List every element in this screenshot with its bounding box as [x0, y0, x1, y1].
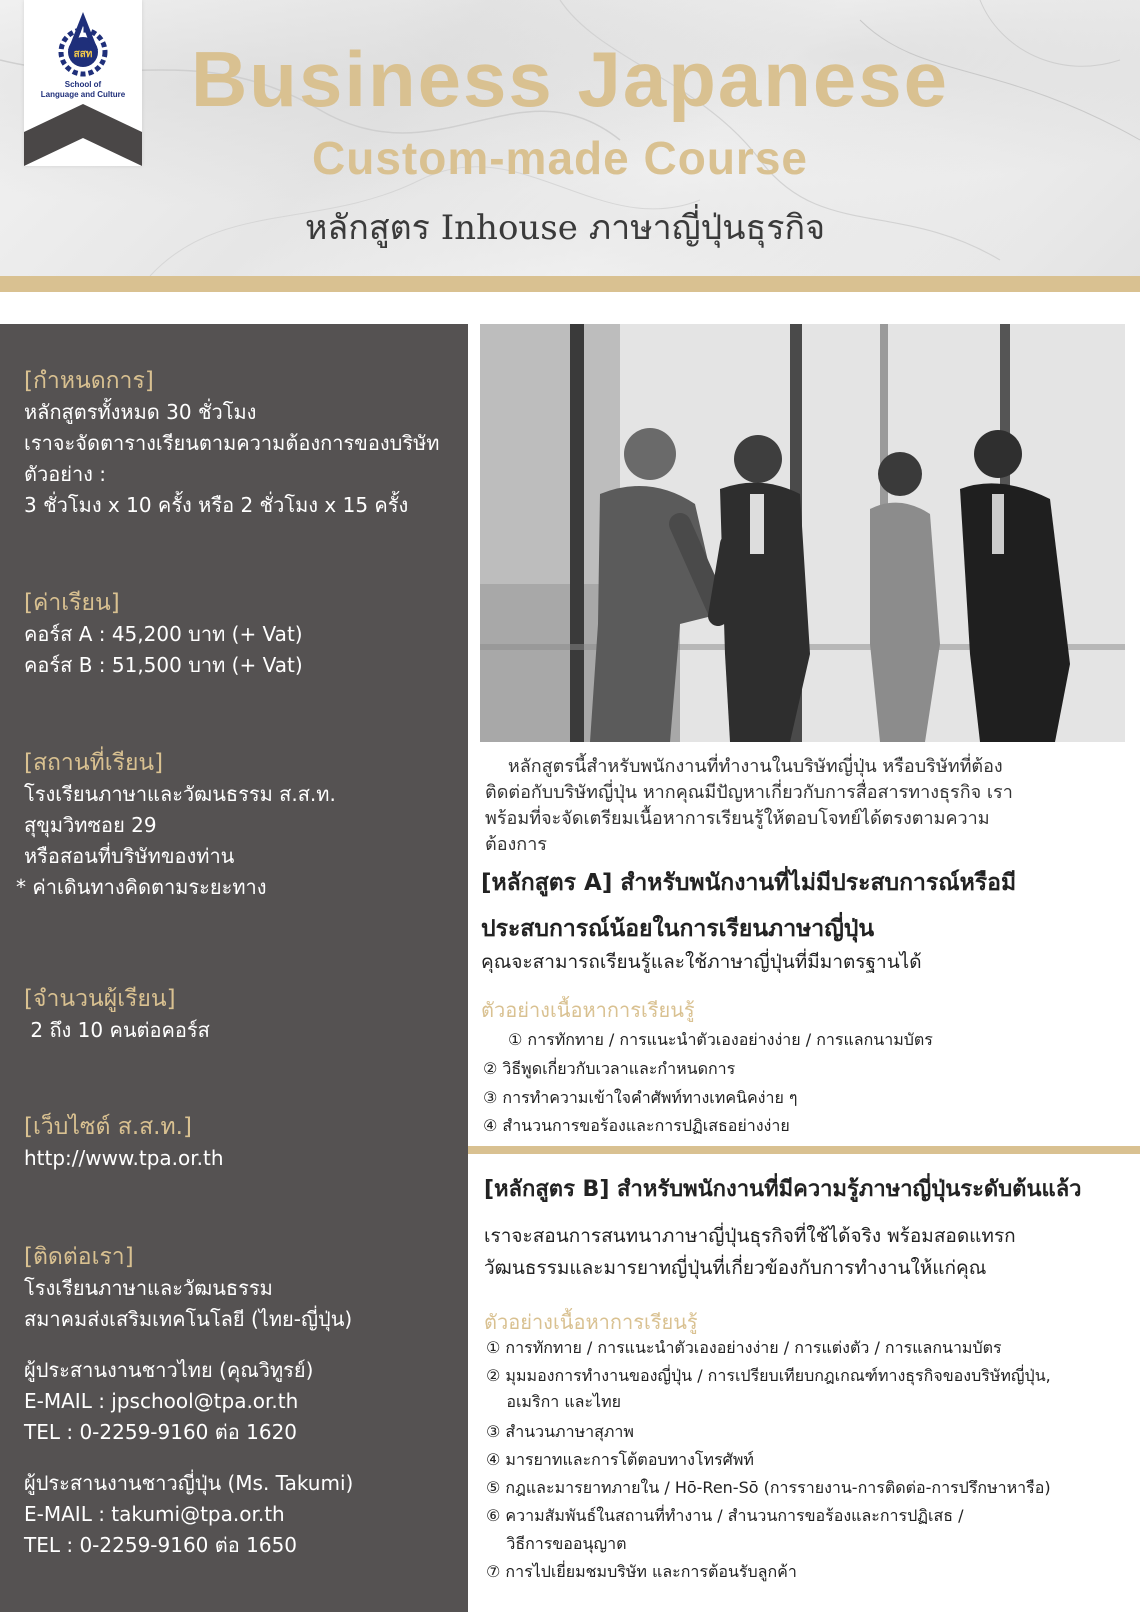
course-a-example-item: ④ สำนวนการขอร้องและการปฏิเสธอย่างง่าย: [483, 1116, 790, 1135]
schedule-section: [24, 366, 464, 521]
header-banner: [0, 0, 1140, 276]
chevron-up-icon: [24, 104, 142, 166]
course-b-desc-line: เราจะสอนการสนทนาภาษาญี่ปุ่นธุรกิจที่ใช้ได้จริง พร้อมสอดแทรก: [484, 1225, 1016, 1247]
intro-line: พร้อมที่จะจัดเตรียมเนื้อหาการเรียนรู้ให้ตอบโจทย์ได้ตรงตามความ: [485, 808, 990, 829]
venue-line: สุขุมวิทซอย 29: [24, 813, 157, 837]
business-handshake-photo: [480, 324, 1125, 742]
contact-section: [24, 1242, 464, 1561]
course-b-example-item: วิธีการขออนุญาต: [486, 1534, 627, 1553]
participants-heading: [จำนวนผู้เรียน]: [24, 986, 176, 1012]
schedule-line: เราจะจัดตารางเรียนตามความต้องการของบริษัท: [24, 431, 440, 455]
schedule-line: ตัวอย่าง :: [24, 462, 107, 486]
contact-line: สมาคมส่งเสริมเทคโนโลยี (ไทย-ญี่ปุ่น): [24, 1307, 353, 1331]
venue-line: หรือสอนที่บริษัทของท่าน: [24, 844, 235, 868]
course-b-desc-line: วัฒนธรรมและมารยาทญี่ปุ่นที่เกี่ยวข้องกับการทำงานให้แก่คุณ: [484, 1257, 987, 1279]
fee-line: คอร์ส A : 45,200 บาท (+ Vat): [24, 622, 303, 646]
photo-illustration: [480, 324, 1125, 742]
intro-paragraph: [485, 754, 1125, 858]
schedule-line: หลักสูตรทั้งหมด 30 ชั่วโมง: [24, 400, 257, 424]
title-main: Business Japanese: [190, 35, 950, 123]
participants-section: [24, 984, 464, 1046]
course-b-example-item: ⑥ ความสัมพันธ์ในสถานที่ทำงาน / สำนวนการขอร้องและการปฏิเสธ /: [486, 1506, 964, 1525]
venue-note: * ค่าเดินทางคิดตามระยะทาง: [16, 875, 267, 899]
course-a-description: คุณจะสามารถเรียนรู้และใช้ภาษาญี่ปุ่นที่มีมาตรฐานได้: [481, 951, 922, 973]
fee-section: [24, 588, 464, 681]
japanese-coordinator-name: ผู้ประสานงานชาวญี่ปุ่น (Ms. Takumi): [24, 1471, 354, 1495]
venue-line: โรงเรียนภาษาและวัฒนธรรม ส.ส.ท.: [24, 782, 336, 806]
fee-heading: [ค่าเรียน]: [24, 590, 120, 616]
thai-coordinator-phone: TEL : 0-2259-9160 ต่อ 1620: [24, 1420, 298, 1444]
japanese-coordinator-phone: TEL : 0-2259-9160 ต่อ 1650: [24, 1533, 298, 1557]
venue-heading: [สถานที่เรียน]: [24, 750, 164, 776]
course-b-examples-heading: ตัวอย่างเนื้อหาการเรียนรู้: [484, 1310, 698, 1334]
course-b-example-item: ④ มารยาทและการโต้ตอบทางโทรศัพท์: [486, 1450, 754, 1469]
contact-line: โรงเรียนภาษาและวัฒนธรรม: [24, 1276, 273, 1300]
participants-line: 2 ถึง 10 คนต่อคอร์ส: [24, 1018, 210, 1042]
fee-line: คอร์ส B : 51,500 บาท (+ Vat): [24, 653, 303, 677]
school-logo-icon: [54, 10, 112, 78]
website-heading: [เว็บไซต์ ส.ส.ท.]: [24, 1114, 192, 1140]
course-a-example-item: ③ การทำความเข้าใจคำศัพท์ทางเทคนิคง่าย ๆ: [483, 1088, 798, 1107]
course-b-title: [หลักสูตร B] สำหรับพนักงานที่มีความรู้ภาษาญี่ปุ่นระดับต้นแล้ว: [484, 1177, 1082, 1202]
intro-line: ต้องการ: [485, 834, 547, 855]
course-b-example-item: ⑤ กฎและมารยาทภายใน / Hō-Ren-Sō (การรายงาน-การติดต่อ-การปรึกษาหารือ): [486, 1478, 1051, 1497]
course-divider: [468, 1146, 1140, 1154]
course-a-title-line: ประสบการณ์น้อยในการเรียนภาษาญี่ปุ่น: [481, 916, 875, 942]
course-a-example-item: ② วิธีพูดเกี่ยวกับเวลาและกำหนดการ: [483, 1059, 736, 1078]
course-a-example-item: ① การทักทาย / การแนะนำตัวเองอย่างง่าย / การแลกนามบัตร: [508, 1030, 933, 1049]
course-b-example-item: ② มุมมองการทำงานของญี่ปุ่น / การเปรียบเทียบกฎเกณฑ์ทางธุรกิจของบริษัทญี่ปุ่น,: [486, 1366, 1051, 1385]
japanese-coordinator-email[interactable]: E-MAIL : takumi@tpa.or.th: [24, 1502, 285, 1526]
intro-line: หลักสูตรนี้สำหรับพนักงานที่ทำงานในบริษัทญี่ปุ่น หรือบริษัทที่ต้อง: [485, 756, 1003, 777]
website-section: [24, 1112, 464, 1174]
schedule-heading: [กำหนดการ]: [24, 368, 154, 394]
course-b-example-item: ⑦ การไปเยี่ยมชมบริษัท และการต้อนรับลูกค้า: [486, 1562, 797, 1581]
course-b-example-item: อเมริกา และไทย: [486, 1392, 621, 1411]
schedule-line: 3 ชั่วโมง x 10 ครั้ง หรือ 2 ชั่วโมง x 15 ครั้ง: [24, 493, 409, 517]
course-a-title: [481, 860, 1131, 952]
header-gold-bar: [0, 276, 1140, 292]
logo-text: [24, 80, 142, 100]
thai-coordinator-email[interactable]: E-MAIL : jpschool@tpa.or.th: [24, 1389, 299, 1413]
info-sidebar: [0, 324, 468, 1612]
title-sub: Custom-made Course: [312, 132, 808, 184]
contact-heading: [ติดต่อเรา]: [24, 1244, 134, 1270]
course-b-example-item: ① การทักทาย / การแนะนำตัวเองอย่างง่าย / การแต่งตัว / การแลกนามบัตร: [486, 1338, 1002, 1357]
course-a-examples-heading: ตัวอย่างเนื้อหาการเรียนรู้: [481, 998, 695, 1022]
course-a-title-line: [หลักสูตร A] สำหรับพนักงานที่ไม่มีประสบการณ์หรือมี: [481, 870, 1017, 896]
thai-coordinator-name: ผู้ประสานงานชาวไทย (คุณวิทูรย์): [24, 1358, 314, 1382]
course-b-description: [484, 1220, 1134, 1284]
title-thai: หลักสูตร Inhouse ภาษาญี่ปุ่นธุรกิจ: [304, 208, 826, 248]
course-b-example-item: ③ สำนวนภาษาสุภาพ: [486, 1422, 634, 1441]
logo-text-line1: School of: [64, 80, 102, 89]
venue-section: [16, 748, 464, 903]
website-link[interactable]: http://www.tpa.or.th: [24, 1146, 224, 1170]
intro-line: ติดต่อกับบริษัทญี่ปุ่น หากคุณมีปัญหาเกี่ยวกับการสื่อสารทางธุรกิจ เรา: [485, 782, 1013, 803]
logo-abbr: สสท: [73, 49, 93, 60]
logo-text-line2: Language and Culture: [40, 90, 126, 99]
logo-ribbon: [24, 0, 142, 166]
